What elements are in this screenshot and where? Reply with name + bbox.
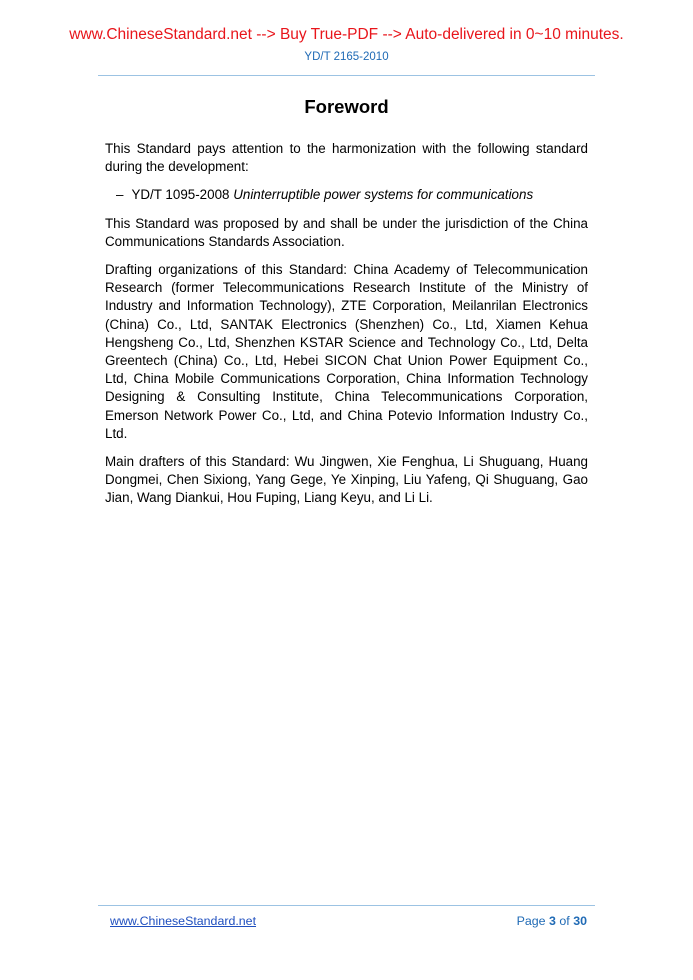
- page-number: [517, 914, 587, 928]
- list-item-title: Uninterruptible power systems for communications: [233, 187, 534, 203]
- paragraph-main-drafters: Main drafters of this Standard: Wu Jingwen, Xie Fenghua, Li Shuguang, Huang Dongmei, Chen Sixiong, Yang Gege, Ye Xinping, Liu Yafeng, Qi Shuguang, Gao Jian, Wang Diankui, Hou Fuping, Liang Keyu, and Li Li.: [105, 454, 588, 506]
- page-total: 30: [573, 914, 587, 928]
- header-divider: [98, 75, 595, 76]
- list-item-code: YD/T 1095-2008: [131, 187, 230, 203]
- footer-divider: [98, 905, 595, 906]
- paragraph-drafting-organizations: Drafting organizations of this Standard: China Academy of Telecommunication Research (former Telecommunications Research Institute of the Ministry of Industry and Information Technology), ZTE Corporation, Meilanrilan Electronics (China) Co., Ltd, SANTAK Electronics (Shenzhen) Co., Ltd, Xiamen Kehua Hengsheng Co., Ltd, Shenzhen KSTAR Science and Technology Co., Ltd, Delta Greentech (China) Co., Ltd, Hebei SICON Chat Union Power Equipment Co., Ltd, China Mobile Communications Corporation, China Information Technology Designing & Consulting Institute, China Telecommunications Corporation, Emerson Network Power Co., Ltd, and China Potevio Information Industry Co., Ltd.: [105, 262, 588, 441]
- standard-code: YD/T 2165-2010: [304, 51, 389, 63]
- page-of: of: [559, 914, 570, 928]
- document-body: [105, 140, 588, 518]
- list-item: [116, 186, 588, 204]
- list-dash: –: [116, 187, 124, 203]
- page-current: 3: [549, 914, 556, 928]
- page-title: Foreword: [304, 96, 389, 117]
- footer-website-link[interactable]: www.ChineseStandard.net: [110, 914, 257, 928]
- paragraph-jurisdiction: This Standard was proposed by and shall be under the jurisdiction of the China Communications Standards Association.: [105, 215, 588, 249]
- page-label: Page: [516, 914, 546, 928]
- promo-banner[interactable]: www.ChineseStandard.net --> Buy True-PDF --> Auto-delivered in 0~10 minutes.: [69, 26, 624, 43]
- paragraph-harmonization: This Standard pays attention to the harmonization with the following standard during the development:: [105, 141, 588, 175]
